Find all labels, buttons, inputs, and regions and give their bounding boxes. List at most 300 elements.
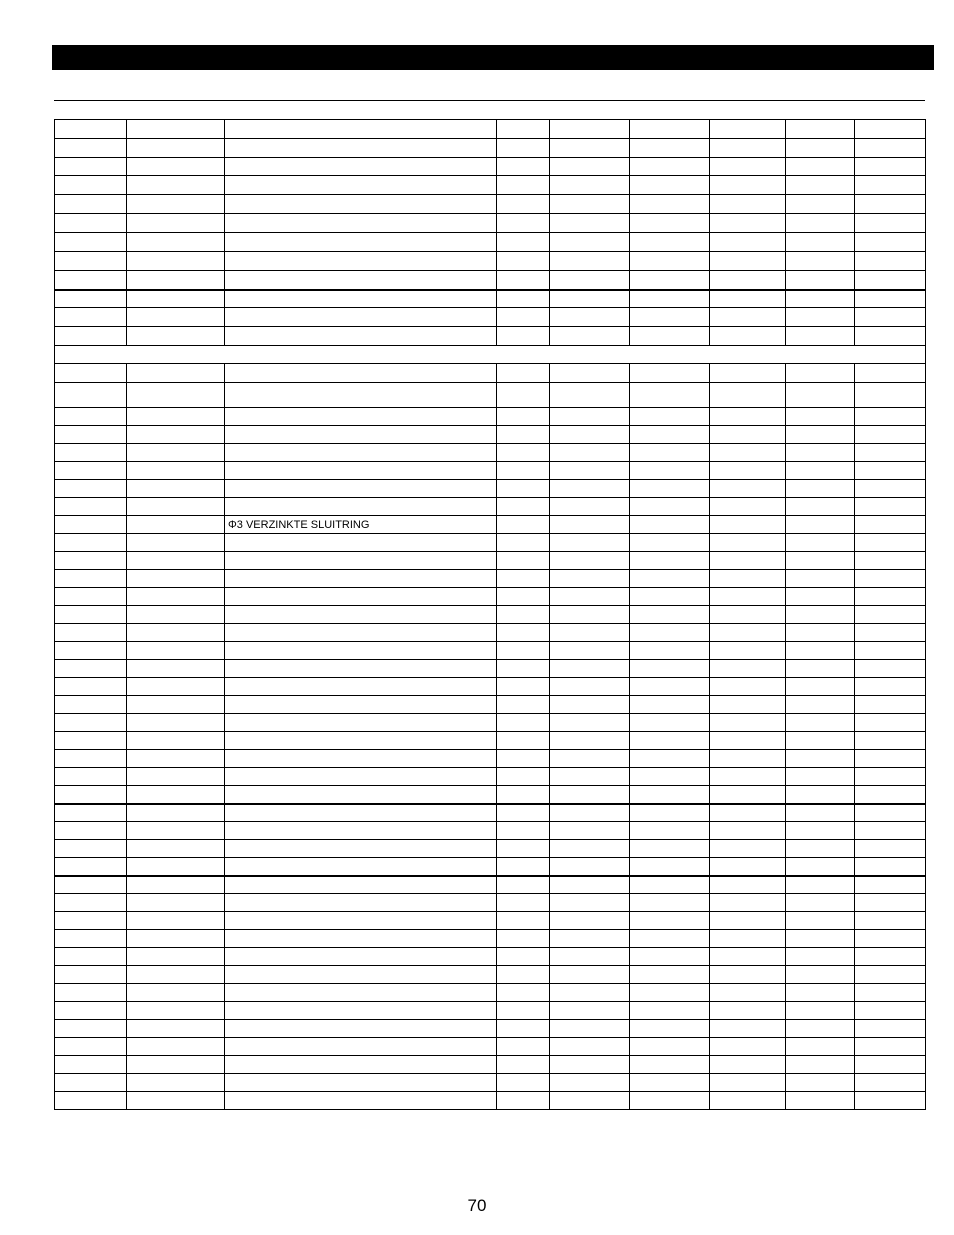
table-cell xyxy=(710,498,786,516)
table-cell xyxy=(497,930,550,948)
table-cell xyxy=(55,768,127,786)
description-cell xyxy=(225,120,497,139)
description-cell xyxy=(225,308,497,327)
table-cell xyxy=(497,290,550,308)
table-cell xyxy=(55,822,127,840)
table-cell xyxy=(855,570,926,588)
table-row xyxy=(55,660,926,678)
table-cell xyxy=(55,786,127,804)
table-cell xyxy=(855,462,926,480)
table-cell xyxy=(127,1020,225,1038)
table-cell xyxy=(127,1038,225,1056)
table-cell xyxy=(127,214,225,233)
description-cell xyxy=(225,214,497,233)
table-cell xyxy=(855,214,926,233)
description-cell xyxy=(225,139,497,158)
table-cell xyxy=(127,840,225,858)
table-cell xyxy=(630,822,710,840)
table-cell xyxy=(497,120,550,139)
table-cell xyxy=(855,1002,926,1020)
description-cell xyxy=(225,271,497,290)
table-row xyxy=(55,804,926,822)
table-cell xyxy=(55,426,127,444)
table-cell xyxy=(127,1074,225,1092)
table-row xyxy=(55,840,926,858)
description-cell xyxy=(225,930,497,948)
table-row xyxy=(55,1056,926,1074)
table-cell xyxy=(855,444,926,462)
table-cell xyxy=(855,768,926,786)
table-cell xyxy=(55,858,127,876)
table-cell xyxy=(786,498,855,516)
table-cell xyxy=(550,732,630,750)
description-cell xyxy=(225,1092,497,1110)
table-cell xyxy=(550,444,630,462)
table-cell xyxy=(497,876,550,894)
table-cell xyxy=(497,840,550,858)
table-cell xyxy=(55,327,127,346)
table-cell xyxy=(855,786,926,804)
table-cell xyxy=(855,327,926,346)
description-cell xyxy=(225,840,497,858)
table-cell xyxy=(127,534,225,552)
table-cell xyxy=(55,214,127,233)
table-cell xyxy=(55,1020,127,1038)
table-cell xyxy=(497,984,550,1002)
table-cell xyxy=(55,195,127,214)
table-cell xyxy=(127,822,225,840)
table-cell xyxy=(855,176,926,195)
table-cell xyxy=(497,1056,550,1074)
table-cell xyxy=(127,732,225,750)
table-cell xyxy=(786,195,855,214)
table-row xyxy=(55,290,926,308)
table-cell xyxy=(497,364,550,383)
table-cell xyxy=(855,120,926,139)
table-cell xyxy=(710,840,786,858)
table-cell xyxy=(630,786,710,804)
table-cell xyxy=(630,195,710,214)
table-cell xyxy=(710,588,786,606)
table-cell xyxy=(497,714,550,732)
table-cell xyxy=(630,678,710,696)
table-cell xyxy=(630,876,710,894)
table-cell xyxy=(55,804,127,822)
table-cell xyxy=(710,1002,786,1020)
table-cell xyxy=(497,858,550,876)
table-cell xyxy=(786,1020,855,1038)
table-cell xyxy=(855,732,926,750)
table-cell xyxy=(127,233,225,252)
table-cell xyxy=(127,252,225,271)
table-row xyxy=(55,364,926,383)
table-cell xyxy=(497,233,550,252)
table-cell xyxy=(550,822,630,840)
table-cell xyxy=(786,462,855,480)
table-cell xyxy=(855,498,926,516)
table-cell xyxy=(786,1074,855,1092)
table-cell xyxy=(710,732,786,750)
table-row xyxy=(55,894,926,912)
table-cell xyxy=(550,1074,630,1092)
table-cell xyxy=(497,426,550,444)
table-cell xyxy=(550,308,630,327)
description-cell xyxy=(225,858,497,876)
table-cell xyxy=(786,176,855,195)
table-cell xyxy=(55,444,127,462)
description-cell xyxy=(225,804,497,822)
table-cell xyxy=(786,786,855,804)
table-cell xyxy=(710,327,786,346)
table-cell xyxy=(786,804,855,822)
table-cell xyxy=(127,480,225,498)
table-cell xyxy=(855,408,926,426)
table-cell xyxy=(630,1056,710,1074)
table-cell xyxy=(630,139,710,158)
table-cell xyxy=(127,948,225,966)
table-cell xyxy=(497,444,550,462)
table-cell xyxy=(497,1038,550,1056)
table-cell xyxy=(855,858,926,876)
table-row xyxy=(55,158,926,176)
table-cell xyxy=(786,1038,855,1056)
table-row xyxy=(55,1002,926,1020)
table-row xyxy=(55,912,926,930)
table-cell xyxy=(710,876,786,894)
table-cell xyxy=(127,444,225,462)
table-cell xyxy=(786,383,855,408)
description-cell xyxy=(225,552,497,570)
table-cell xyxy=(55,606,127,624)
table-cell xyxy=(630,158,710,176)
table-cell xyxy=(855,606,926,624)
table-row xyxy=(55,214,926,233)
table-cell xyxy=(855,426,926,444)
table-cell xyxy=(630,364,710,383)
table-cell xyxy=(630,176,710,195)
table-cell xyxy=(786,930,855,948)
table-row xyxy=(55,308,926,327)
table-cell xyxy=(497,966,550,984)
table-cell xyxy=(786,642,855,660)
table-cell xyxy=(550,252,630,271)
table-cell xyxy=(55,840,127,858)
table-cell xyxy=(55,176,127,195)
table-cell xyxy=(497,252,550,271)
table-cell xyxy=(855,383,926,408)
table-cell xyxy=(630,120,710,139)
table-cell xyxy=(855,624,926,642)
table-cell xyxy=(497,552,550,570)
table-cell xyxy=(630,516,710,534)
table-cell xyxy=(786,364,855,383)
table-cell xyxy=(550,1020,630,1038)
table-cell xyxy=(855,660,926,678)
description-cell xyxy=(225,966,497,984)
table-cell xyxy=(855,822,926,840)
table-cell xyxy=(710,984,786,1002)
table-cell xyxy=(710,966,786,984)
table-cell xyxy=(855,139,926,158)
table-cell xyxy=(710,176,786,195)
table-cell xyxy=(127,498,225,516)
table-cell xyxy=(497,948,550,966)
table-cell xyxy=(630,252,710,271)
table-cell xyxy=(550,1092,630,1110)
table-cell xyxy=(630,912,710,930)
table-cell xyxy=(127,195,225,214)
table-cell xyxy=(710,308,786,327)
table-cell xyxy=(497,804,550,822)
table-cell xyxy=(630,480,710,498)
table-cell xyxy=(550,195,630,214)
table-row xyxy=(55,714,926,732)
table-cell xyxy=(855,804,926,822)
table-cell xyxy=(127,858,225,876)
table-cell xyxy=(127,158,225,176)
table-cell xyxy=(710,158,786,176)
table-cell xyxy=(127,696,225,714)
table-row xyxy=(55,750,926,768)
table-cell xyxy=(127,912,225,930)
table-section-separator xyxy=(55,346,926,364)
table-cell xyxy=(710,1092,786,1110)
table-cell xyxy=(786,660,855,678)
table-cell xyxy=(710,642,786,660)
table-cell xyxy=(786,984,855,1002)
description-cell xyxy=(225,195,497,214)
table-row xyxy=(55,1038,926,1056)
description-cell xyxy=(225,912,497,930)
table-cell xyxy=(630,966,710,984)
table-cell xyxy=(127,462,225,480)
table-cell xyxy=(497,624,550,642)
table-cell xyxy=(55,346,926,364)
table-cell xyxy=(550,290,630,308)
table-cell xyxy=(127,930,225,948)
table-cell xyxy=(710,444,786,462)
table-cell xyxy=(55,588,127,606)
table-cell xyxy=(55,534,127,552)
table-cell xyxy=(497,894,550,912)
table-cell xyxy=(55,894,127,912)
table-cell xyxy=(127,1056,225,1074)
table-cell xyxy=(127,714,225,732)
table-cell xyxy=(786,426,855,444)
table-cell xyxy=(497,480,550,498)
table-cell xyxy=(55,732,127,750)
table-cell xyxy=(550,984,630,1002)
table-cell xyxy=(497,383,550,408)
table-cell xyxy=(550,552,630,570)
table-cell xyxy=(786,534,855,552)
table-cell xyxy=(550,176,630,195)
table-cell xyxy=(55,252,127,271)
table-cell xyxy=(710,660,786,678)
description-cell xyxy=(225,1002,497,1020)
table-cell xyxy=(550,588,630,606)
table-cell xyxy=(855,1056,926,1074)
table-cell xyxy=(127,308,225,327)
table-cell xyxy=(55,984,127,1002)
table-cell xyxy=(497,462,550,480)
table-row xyxy=(55,271,926,290)
description-cell xyxy=(225,1038,497,1056)
table-cell xyxy=(55,1056,127,1074)
table-cell xyxy=(550,480,630,498)
table-cell xyxy=(630,271,710,290)
table-row xyxy=(55,948,926,966)
table-cell xyxy=(630,462,710,480)
description-cell xyxy=(225,876,497,894)
table-cell xyxy=(497,139,550,158)
table-cell xyxy=(630,1002,710,1020)
table-cell xyxy=(550,876,630,894)
table-cell xyxy=(127,876,225,894)
table-row xyxy=(55,462,926,480)
table-cell xyxy=(630,1074,710,1092)
table-row xyxy=(55,534,926,552)
table-cell xyxy=(710,1020,786,1038)
table-cell xyxy=(550,624,630,642)
table-row xyxy=(55,966,926,984)
table-cell xyxy=(550,426,630,444)
table-cell xyxy=(855,588,926,606)
table-cell xyxy=(550,714,630,732)
table-cell xyxy=(710,678,786,696)
table-cell xyxy=(127,786,225,804)
table-cell xyxy=(855,552,926,570)
description-cell xyxy=(225,714,497,732)
table-cell xyxy=(855,948,926,966)
table-cell xyxy=(55,966,127,984)
table-cell xyxy=(55,462,127,480)
table-cell xyxy=(786,606,855,624)
table-cell xyxy=(710,408,786,426)
table-cell xyxy=(497,1074,550,1092)
table-cell xyxy=(786,894,855,912)
table-cell xyxy=(630,930,710,948)
table-cell xyxy=(55,1092,127,1110)
table-cell xyxy=(710,516,786,534)
table-cell xyxy=(786,408,855,426)
description-cell xyxy=(225,444,497,462)
table-cell xyxy=(55,383,127,408)
header-bar xyxy=(52,45,934,70)
description-cell xyxy=(225,176,497,195)
table-cell xyxy=(550,139,630,158)
table-cell xyxy=(550,383,630,408)
table-cell xyxy=(550,233,630,252)
description-cell xyxy=(225,480,497,498)
table-cell xyxy=(855,158,926,176)
table-cell xyxy=(55,930,127,948)
table-cell xyxy=(855,912,926,930)
table-cell xyxy=(855,1092,926,1110)
table-cell xyxy=(855,195,926,214)
table-cell xyxy=(786,750,855,768)
table-cell xyxy=(550,271,630,290)
table-cell xyxy=(55,1038,127,1056)
table-cell xyxy=(855,1074,926,1092)
table-cell xyxy=(497,176,550,195)
table-cell xyxy=(710,290,786,308)
description-cell xyxy=(225,660,497,678)
table-cell xyxy=(630,383,710,408)
table-cell xyxy=(127,516,225,534)
table-cell xyxy=(630,290,710,308)
table-cell xyxy=(855,1020,926,1038)
table-cell xyxy=(550,570,630,588)
table-cell xyxy=(497,327,550,346)
table-cell xyxy=(855,930,926,948)
table-cell xyxy=(630,714,710,732)
table-cell xyxy=(550,642,630,660)
description-cell xyxy=(225,768,497,786)
table-cell xyxy=(55,158,127,176)
table-cell xyxy=(550,786,630,804)
table-cell xyxy=(55,271,127,290)
table-cell xyxy=(710,930,786,948)
table-cell xyxy=(55,290,127,308)
table-cell xyxy=(127,120,225,139)
table-cell xyxy=(710,624,786,642)
table-cell xyxy=(710,139,786,158)
table-cell xyxy=(127,642,225,660)
table-cell xyxy=(786,214,855,233)
table-cell xyxy=(550,120,630,139)
description-cell xyxy=(225,894,497,912)
table-cell xyxy=(630,606,710,624)
table-cell xyxy=(550,948,630,966)
table-cell xyxy=(630,696,710,714)
description-cell xyxy=(225,498,497,516)
table-cell xyxy=(710,1038,786,1056)
table-cell xyxy=(630,984,710,1002)
table-row xyxy=(55,768,926,786)
table-cell xyxy=(710,552,786,570)
table-cell xyxy=(710,214,786,233)
description-cell xyxy=(225,606,497,624)
table-cell xyxy=(786,912,855,930)
table-cell xyxy=(55,948,127,966)
table-cell xyxy=(710,570,786,588)
description-cell xyxy=(225,1074,497,1092)
table-row xyxy=(55,176,926,195)
table-cell xyxy=(55,139,127,158)
table-cell xyxy=(497,1020,550,1038)
table-cell xyxy=(55,714,127,732)
table-cell xyxy=(786,139,855,158)
table-cell xyxy=(497,498,550,516)
description-cell xyxy=(225,642,497,660)
table-cell xyxy=(710,948,786,966)
table-cell xyxy=(710,894,786,912)
table-cell xyxy=(497,158,550,176)
table-cell xyxy=(497,822,550,840)
table-cell xyxy=(710,750,786,768)
description-cell xyxy=(225,364,497,383)
table-cell xyxy=(127,606,225,624)
table-cell xyxy=(855,233,926,252)
table-cell xyxy=(855,894,926,912)
table-cell xyxy=(55,516,127,534)
table-cell xyxy=(550,462,630,480)
table-cell xyxy=(630,840,710,858)
table-cell xyxy=(127,139,225,158)
table-cell xyxy=(127,552,225,570)
table-row xyxy=(55,120,926,139)
